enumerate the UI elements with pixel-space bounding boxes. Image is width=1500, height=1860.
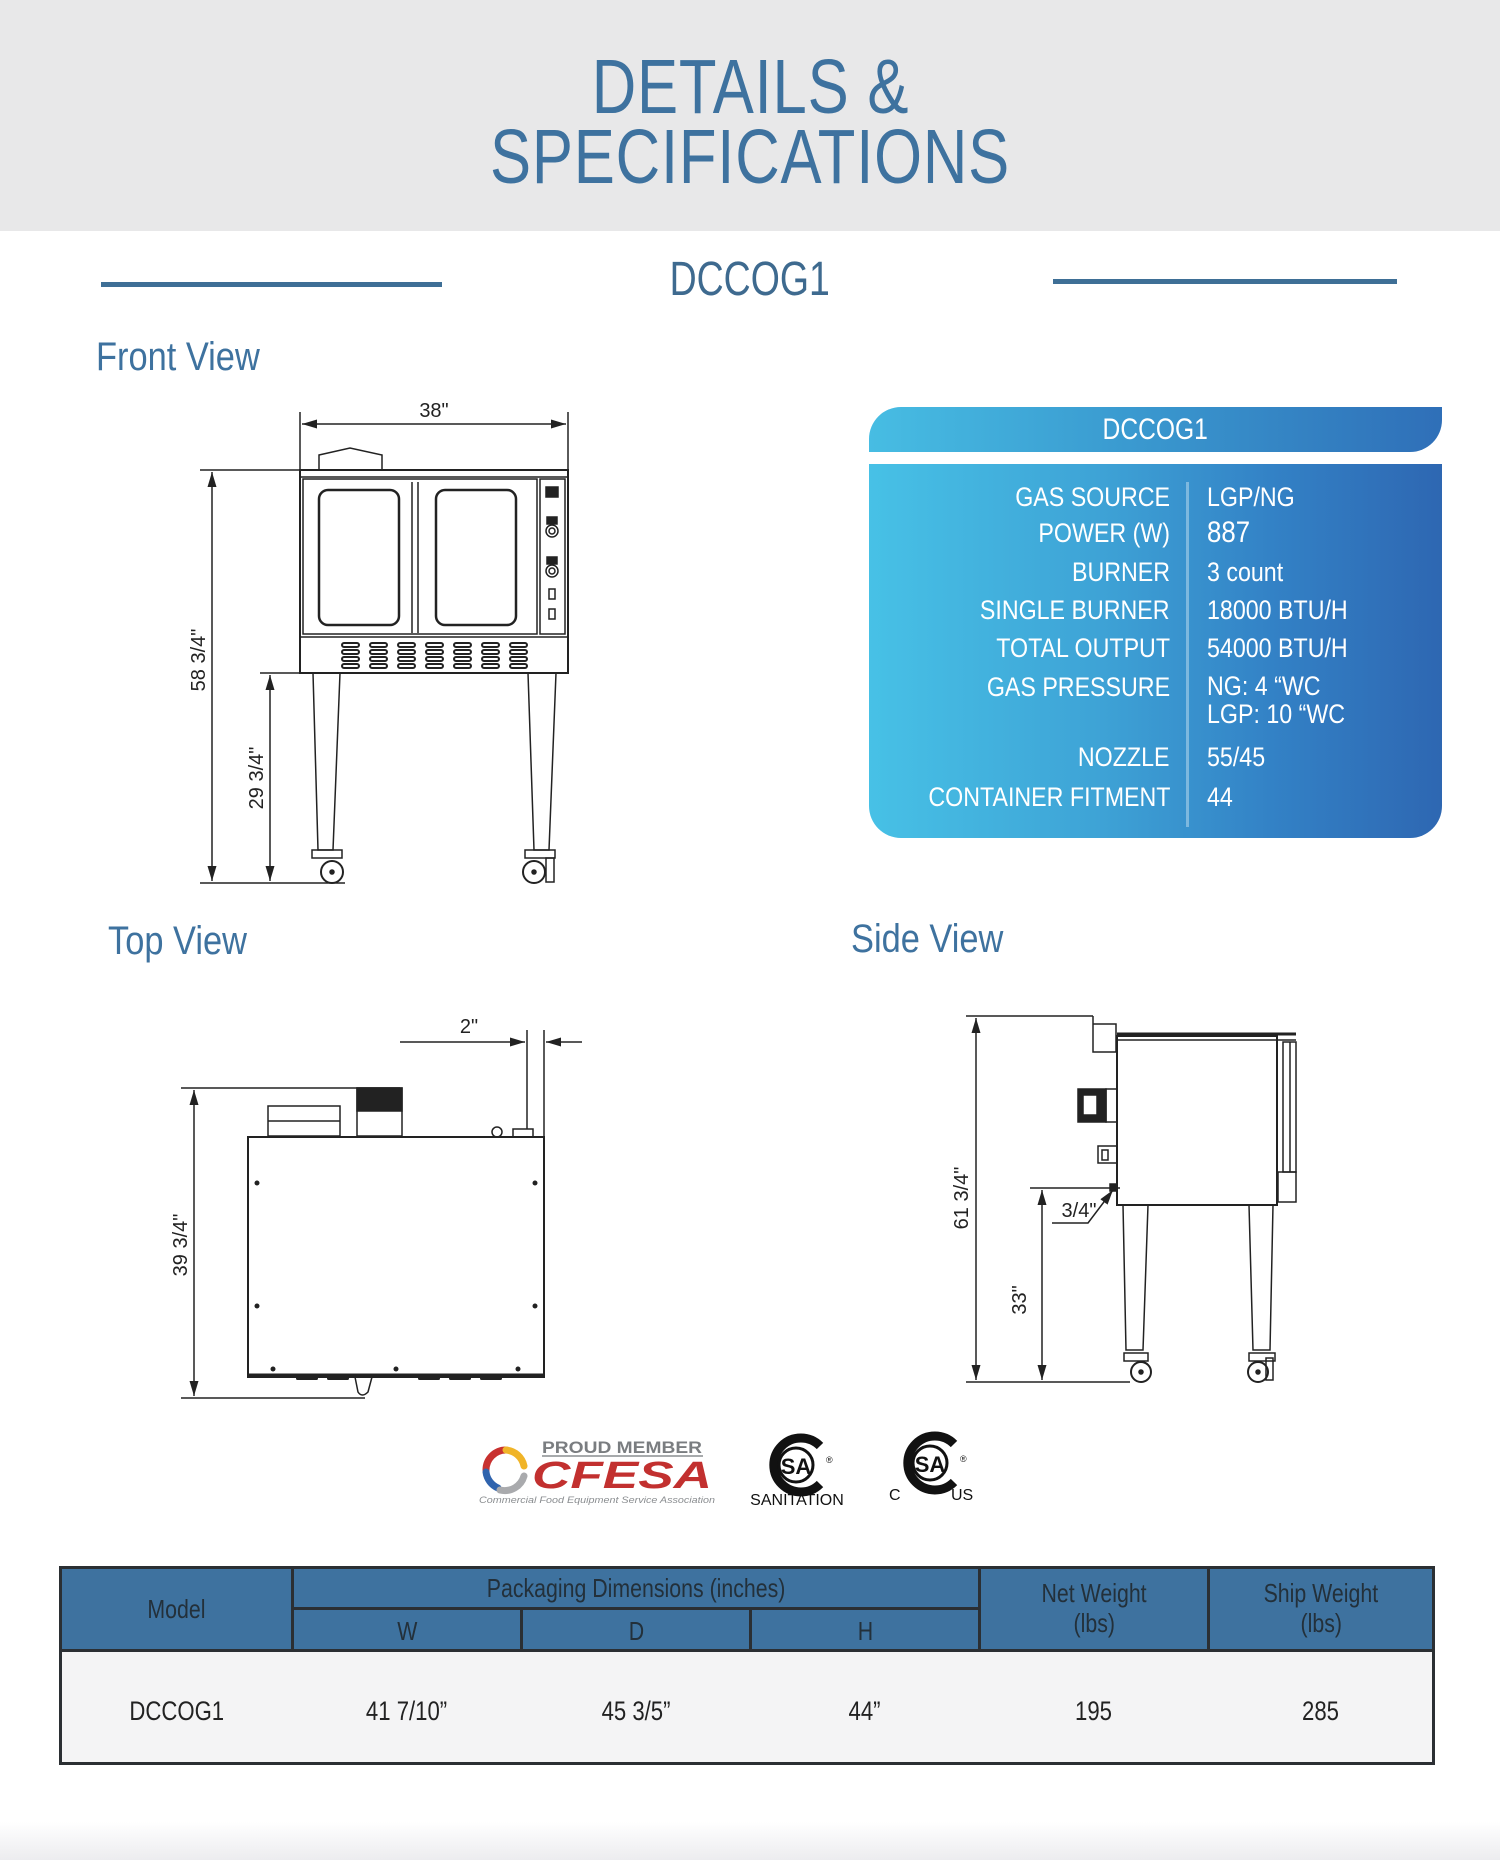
csa-sanitation-caption: SANITATION <box>750 1492 844 1509</box>
front-leg-height-dim: 29 3/4" <box>246 746 268 810</box>
table-divider <box>978 1569 981 1649</box>
spec-label: POWER (W) <box>1038 518 1170 548</box>
spec-value: 44 <box>1207 782 1233 812</box>
td-d: 45 3/5” <box>601 1696 671 1726</box>
top-offset-dim: 2" <box>459 1016 479 1038</box>
table-divider <box>749 1610 752 1649</box>
spec-value: LGP/NG <box>1207 482 1295 512</box>
bottom-fade <box>0 1822 1500 1860</box>
spec-value: 18000 BTU/H <box>1207 595 1348 625</box>
th-d: D <box>523 1610 749 1649</box>
front-width-dim: 38" <box>419 400 449 422</box>
spec-value: 3 count <box>1207 557 1284 587</box>
spec-label: GAS PRESSURE <box>986 672 1170 702</box>
th-ship-weight: Ship Weight (lbs) <box>1210 1569 1432 1649</box>
front-overall-height-dim: 58 3/4" <box>188 628 210 692</box>
table-divider <box>1207 1569 1210 1649</box>
table-divider <box>62 1649 1432 1652</box>
td-ship-weight: 285 <box>1302 1696 1340 1726</box>
csa-cus-icon <box>908 1436 967 1490</box>
spec-label: BURNER <box>1071 557 1170 587</box>
spec-card-header: DCCOG1 <box>869 407 1442 452</box>
spec-value: 54000 BTU/H <box>1207 633 1348 663</box>
th-model: Model <box>62 1569 291 1649</box>
table-divider <box>520 1610 523 1649</box>
page-title-line-2: SPECIFICATIONS <box>489 114 1011 200</box>
td-model: DCCOG1 <box>129 1696 224 1726</box>
spec-value-line-1: NG: 4 “WC <box>1207 671 1321 701</box>
cfesa-wordmark: CFESA <box>532 1455 712 1497</box>
spec-value: 55/45 <box>1207 742 1266 772</box>
svg-text:®: ® <box>960 1454 967 1464</box>
csa-c-mark: C <box>889 1487 901 1504</box>
th-w: W <box>294 1610 520 1649</box>
svg-text:SA: SA <box>780 1454 812 1479</box>
side-view-title: Side View <box>851 917 1004 961</box>
packaging-table <box>59 1566 1435 1765</box>
cfesa-proud-member: PROUD MEMBER <box>542 1438 702 1457</box>
th-h: H <box>752 1610 978 1649</box>
side-overall-height-dim: 61 3/4" <box>951 1166 973 1230</box>
svg-text:SA: SA <box>914 1452 946 1477</box>
cfesa-swirl-icon <box>486 1450 524 1491</box>
spec-value: 887 <box>1207 516 1251 549</box>
th-packaging: Packaging Dimensions (inches) <box>294 1569 978 1607</box>
model-subtitle: DCCOG1 <box>669 253 831 306</box>
th-net-weight: Net Weight (lbs) <box>981 1569 1207 1649</box>
spec-label: TOTAL OUTPUT <box>996 633 1170 663</box>
front-view-title: Front View <box>96 335 260 379</box>
td-w: 41 7/10” <box>366 1696 448 1726</box>
spec-label: SINGLE BURNER <box>980 595 1170 625</box>
spec-value-line-2: LGP: 10 “WC <box>1207 699 1346 729</box>
td-h: 44” <box>848 1696 882 1726</box>
cfesa-subtitle: Commercial Food Equipment Service Association <box>479 1495 715 1505</box>
page-title-line-1: DETAILS & <box>591 44 909 130</box>
td-net-weight: 195 <box>1075 1696 1113 1726</box>
side-inlet-height-dim: 33" <box>1009 1285 1031 1315</box>
top-depth-dim: 39 3/4" <box>170 1213 192 1277</box>
csa-us-mark: US <box>951 1487 974 1504</box>
side-inlet-size-dim: 3/4" <box>1061 1200 1097 1222</box>
spec-label: GAS SOURCE <box>1015 482 1170 512</box>
top-view-title: Top View <box>108 919 247 963</box>
spec-label: CONTAINER FITMENT <box>927 782 1170 812</box>
svg-text:®: ® <box>826 1455 833 1465</box>
csa-sanitation-icon <box>774 1438 833 1492</box>
spec-label: NOZZLE <box>1078 742 1170 772</box>
table-divider <box>294 1607 978 1610</box>
